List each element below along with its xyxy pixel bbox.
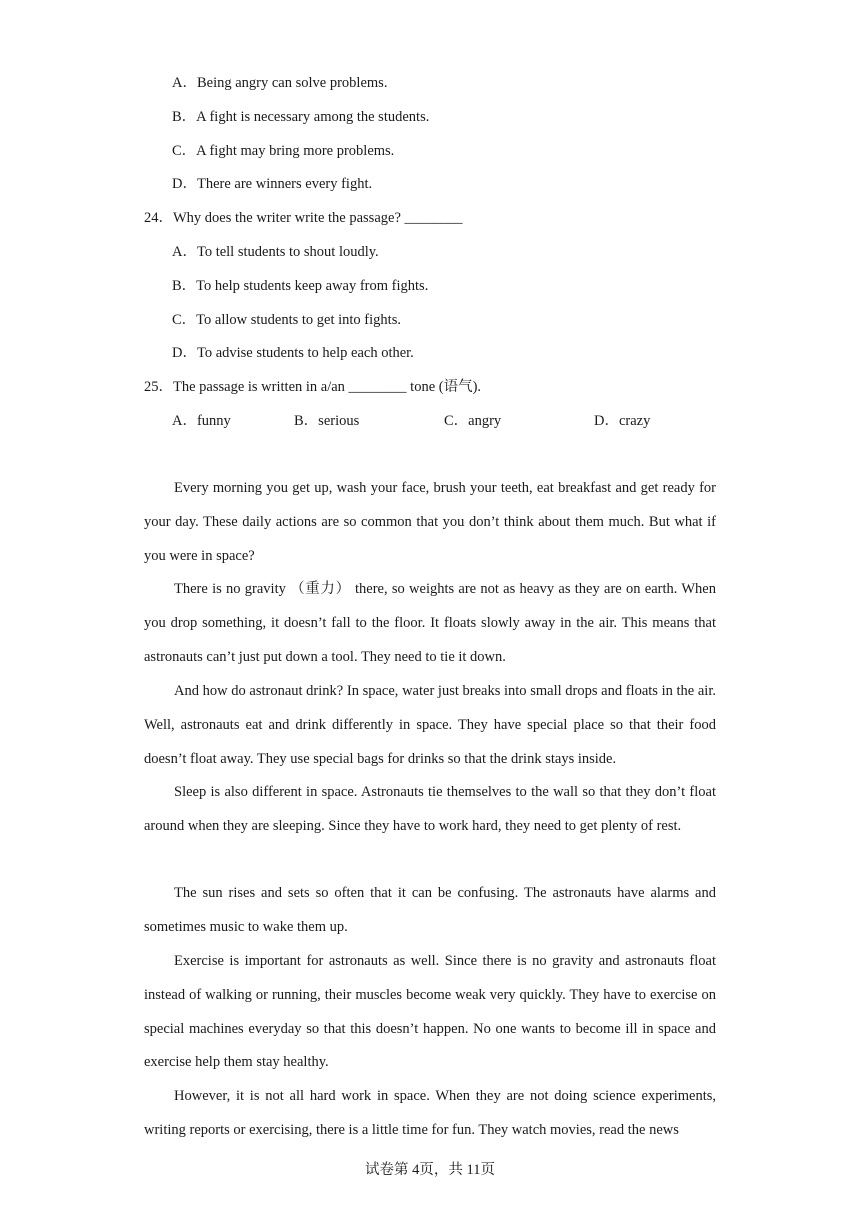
passage-paragraph-4: Sleep is also different in space. Astronauts tie themselves to the wall so that they don’t float around when they are sleeping. Since they have to work hard, they need to get plenty of rest. — [144, 784, 716, 834]
q23-option-c: C．A fight may bring more problems. — [172, 143, 395, 159]
passage-paragraph-6: Exercise is important for astronauts as well. Since there is no gravity and astronauts float instead of walking or running, their muscles become weak very quickly. They have to exercise on special machines everyday so that this doesn’t happen. No one wants to become ill in space and exercise help them stay healthy. — [144, 953, 716, 1071]
q25-option-b: B．serious — [294, 413, 360, 429]
passage-paragraph-2: There is no gravity （重力） there, so weights are not as heavy as they are on earth. When you drop something, it doesn’t fall to the floor. It floats slowly away in the air. This means that astronauts can’t just put down a tool. They need to tie it down. — [144, 581, 716, 665]
q23-option-b: B．A fight is necessary among the students. — [172, 109, 430, 125]
q25-stem: 25．The passage is written in a/an ________ tone (语气). — [144, 379, 482, 395]
q25-option-c: C．angry — [444, 413, 502, 429]
q23-option-a: A．Being angry can solve problems. — [172, 75, 388, 91]
q24-option-d: D．To advise students to help each other. — [172, 345, 414, 361]
passage-paragraph-3: And how do astronaut drink? In space, water just breaks into small drops and floats in the air. Well, astronauts eat and drink differently in space. They have special place so that their food doesn’t float away. They use special bags for drinks so that the drink stays inside. — [144, 683, 716, 767]
page-footer: 试卷第 4页，共 11页 — [365, 1162, 495, 1178]
q24-option-b: B．To help students keep away from fights. — [172, 278, 429, 294]
q25-option-d: D．crazy — [594, 413, 651, 429]
passage-paragraph-5: The sun rises and sets so often that it can be confusing. The astronauts have alarms and sometimes music to wake them up. — [144, 885, 716, 935]
passage-paragraph-7: However, it is not all hard work in space. When they are not doing science experiments, writing reports or exercising, there is a little time for fun. They watch movies, read the news — [144, 1088, 716, 1138]
q24-option-a: A．To tell students to shout loudly. — [172, 244, 379, 260]
q24-stem: 24．Why does the writer write the passage? ________ — [144, 210, 463, 226]
passage-paragraph-1: Every morning you get up, wash your face, brush your teeth, eat breakfast and get ready for your day. These daily actions are so common that you don’t think about them much. But what if you were in space? — [144, 480, 716, 564]
q24-option-c: C．To allow students to get into fights. — [172, 312, 401, 328]
q23-option-d: D．There are winners every fight. — [172, 176, 373, 192]
q25-option-a: A．funny — [172, 413, 231, 429]
